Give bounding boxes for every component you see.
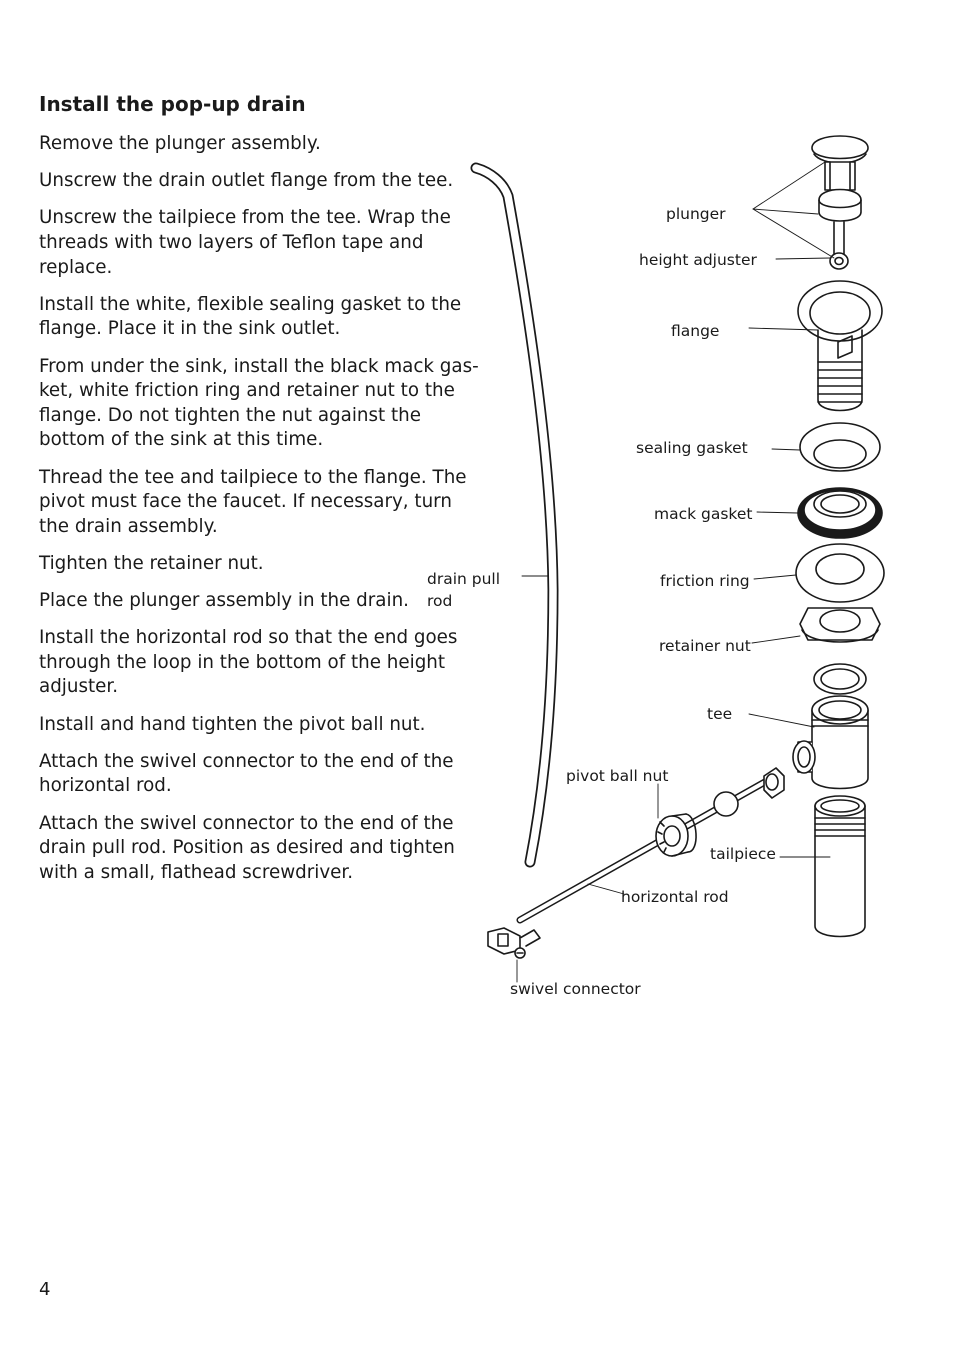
label-drain-pull-rod-line1: drain pull xyxy=(427,570,501,588)
step-11: Attach the swivel connector to the end of the horizontal rod. xyxy=(39,750,454,797)
label-height-adjuster: height adjuster xyxy=(639,251,757,269)
friction-ring-part xyxy=(796,544,884,602)
label-tailpiece: tailpiece xyxy=(710,845,776,863)
step-2: Unscrew the drain outlet flange from the tee. xyxy=(39,170,454,192)
label-mack-gasket: mack gasket xyxy=(654,505,753,523)
step-7: Tighten the retainer nut. xyxy=(39,552,264,574)
o-ring-part xyxy=(814,664,866,694)
step-9: Install the horizontal rod so that the end goes through the loop in the bottom of the height adjuster. xyxy=(39,627,458,698)
label-retainer-nut: retainer nut xyxy=(659,637,751,655)
label-plunger: plunger xyxy=(666,205,726,223)
step-3: Unscrew the tailpiece from the tee. Wrap the threads with two layers of Teflon tape and replace. xyxy=(39,207,451,278)
label-pivot-ball-nut: pivot ball nut xyxy=(566,767,669,785)
page-title: Install the pop-up drain xyxy=(39,92,306,116)
label-friction-ring: friction ring xyxy=(660,572,750,590)
step-4: Install the white, flexible sealing gasket to the flange. Place it in the sink outlet. xyxy=(39,293,462,340)
step-5: From under the sink, install the black mack gas-ket, white friction ring and retainer nut to the flange. Do not tighten the nut against the bottom of the sink at this time. xyxy=(39,355,479,451)
step-6: Thread the tee and tailpiece to the flange. The pivot must face the faucet. If necessary, turn the drain assembly. xyxy=(39,466,467,537)
mack-gasket-part xyxy=(798,488,882,538)
plunger-part xyxy=(812,136,868,269)
label-sealing-gasket: sealing gasket xyxy=(636,439,748,457)
swivel-connector-part xyxy=(488,928,540,958)
tee-part xyxy=(793,696,868,789)
label-horizontal-rod: horizontal rod xyxy=(621,888,729,906)
retainer-nut-part xyxy=(800,608,880,642)
page-number: 4 xyxy=(39,1279,51,1300)
label-drain-pull-rod-line2: rod xyxy=(427,592,453,610)
tailpiece-part xyxy=(815,796,865,937)
label-tee: tee xyxy=(707,705,733,723)
step-12: Attach the swivel connector to the end of the drain pull rod. Position as desired and tighten with a small, flathead screwdriver. xyxy=(39,812,455,883)
drain-pull-rod-part xyxy=(476,168,553,862)
label-swivel-connector: swivel connector xyxy=(510,980,641,998)
step-10: Install and hand tighten the pivot ball nut. xyxy=(39,713,426,735)
sealing-gasket-part xyxy=(800,423,880,471)
step-1: Remove the plunger assembly. xyxy=(39,133,321,154)
step-8: Place the plunger assembly in the drain. xyxy=(39,590,409,612)
flange-part xyxy=(798,281,882,411)
label-flange: flange xyxy=(671,322,720,340)
